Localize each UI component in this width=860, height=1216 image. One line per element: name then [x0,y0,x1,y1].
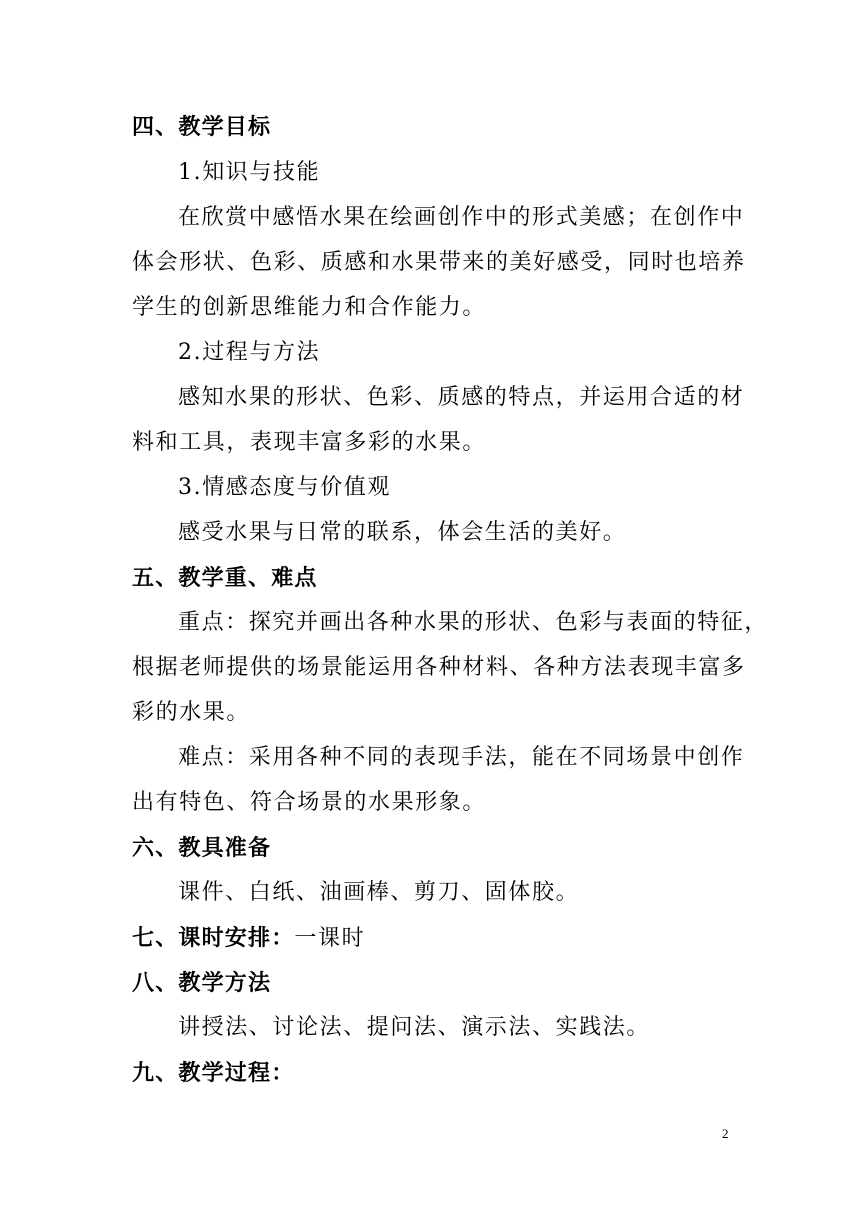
section-heading-teaching-goals: 四、教学目标 [132,114,272,140]
paragraph-line: 难点：采用各种不同的表现手法，能在不同场景中创作 [178,745,745,770]
schedule-label: 七、课时安排： [132,925,295,951]
paragraph-line: 重点：探究并画出各种水果的形状、色彩与表面的特征， [178,610,769,635]
section-heading-schedule [132,923,730,954]
schedule-value: 一课时 [294,926,366,951]
paragraph-line: 根据老师提供的场景能运用各种材料、各种方法表现丰富多 [132,655,746,680]
paragraph-line: 出有特色、符合场景的水果形象。 [132,790,487,815]
paragraph-line: 彩的水果。 [132,700,251,725]
page-number: 2 [722,1126,729,1141]
section-heading-materials: 六、教具准备 [132,835,272,861]
subheading-knowledge-skills: 1.知识与技能 [178,160,321,185]
paragraph-line: 学生的创新思维能力和合作能力。 [132,295,487,320]
paragraph-line: 料和工具，表现丰富多彩的水果。 [132,430,487,455]
section-heading-methods: 八、教学方法 [132,970,272,996]
subheading-process-methods: 2.过程与方法 [178,340,321,365]
paragraph-line: 讲授法、讨论法、提问法、演示法、实践法。 [178,1015,651,1040]
paragraph-line: 体会形状、色彩、质感和水果带来的美好感受，同时也培养 [132,250,746,275]
subheading-emotion-values: 3.情感态度与价值观 [178,475,391,500]
paragraph-line: 感知水果的形状、色彩、质感的特点，并运用合适的材 [178,385,745,410]
paragraph-line: 在欣赏中感悟水果在绘画创作中的形式美感；在创作中 [178,205,745,230]
section-heading-key-difficult-points: 五、教学重、难点 [132,565,318,591]
paragraph-line: 课件、白纸、油画棒、剪刀、固体胶。 [178,880,580,905]
section-heading-teaching-process: 九、教学过程： [132,1060,295,1086]
paragraph-line: 感受水果与日常的联系，体会生活的美好。 [178,520,627,545]
